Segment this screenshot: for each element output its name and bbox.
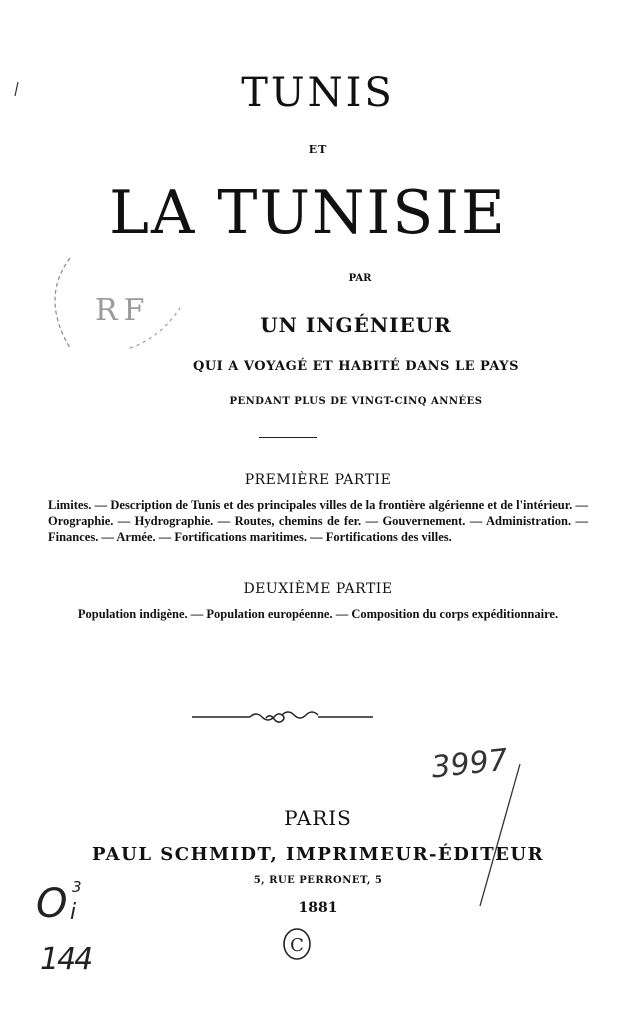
svg-text:RF: RF <box>95 293 151 328</box>
author-description-line-1: QUI A VOYAGÉ ET HABITÉ DANS LE PAYS <box>193 359 519 374</box>
shelfmark-letter: O <box>36 881 68 927</box>
divider-rule <box>259 437 317 438</box>
svg-text:C: C <box>290 935 304 956</box>
imprint-publisher: PAUL SCHMIDT, IMPRIMEUR-ÉDITEUR <box>91 844 545 865</box>
shelfmark-number: 144 <box>40 942 92 977</box>
pen-stroke <box>470 760 530 910</box>
title-line-1: TUNIS <box>241 70 395 116</box>
part-1-heading: PREMIÈRE PARTIE <box>244 472 392 488</box>
author: UN INGÉNIEUR <box>260 313 452 337</box>
margin-mark <box>12 80 22 100</box>
title-conjunction: ET <box>308 143 328 156</box>
circled-c-stamp <box>280 926 314 962</box>
shelfmark-superscript: 3 <box>72 878 82 896</box>
ornament-divider <box>190 702 375 732</box>
imprint-city: PARIS <box>284 806 352 830</box>
title-line-2: LA TUNISIE <box>109 178 507 248</box>
part-2-heading: DEUXIÈME PARTIE <box>243 581 393 597</box>
library-stamp <box>40 248 200 368</box>
shelfmark-subscript: i <box>70 900 77 925</box>
byline-par: PAR <box>348 273 372 284</box>
part-1-contents: Limites. — Description de Tunis et des principales villes de la frontière algérienne et de l'intérieur. — Orographie. — Hydrographie. — Routes, chemins de fer. — Gouvernement. — Administration. — Finances. — Armée. — Fortifications maritimes. — Fortifications des villes. <box>48 498 588 544</box>
author-description-line-2: PENDANT PLUS DE VINGT-CINQ ANNÉES <box>229 396 483 407</box>
imprint-year: 1881 <box>298 900 338 916</box>
svg-text:3997: 3997 <box>429 742 510 786</box>
part-2-contents: Population indigène. — Population européenne. — Composition du corps expéditionnaire. <box>77 607 559 621</box>
imprint-address: 5, RUE PERRONET, 5 <box>253 875 383 886</box>
